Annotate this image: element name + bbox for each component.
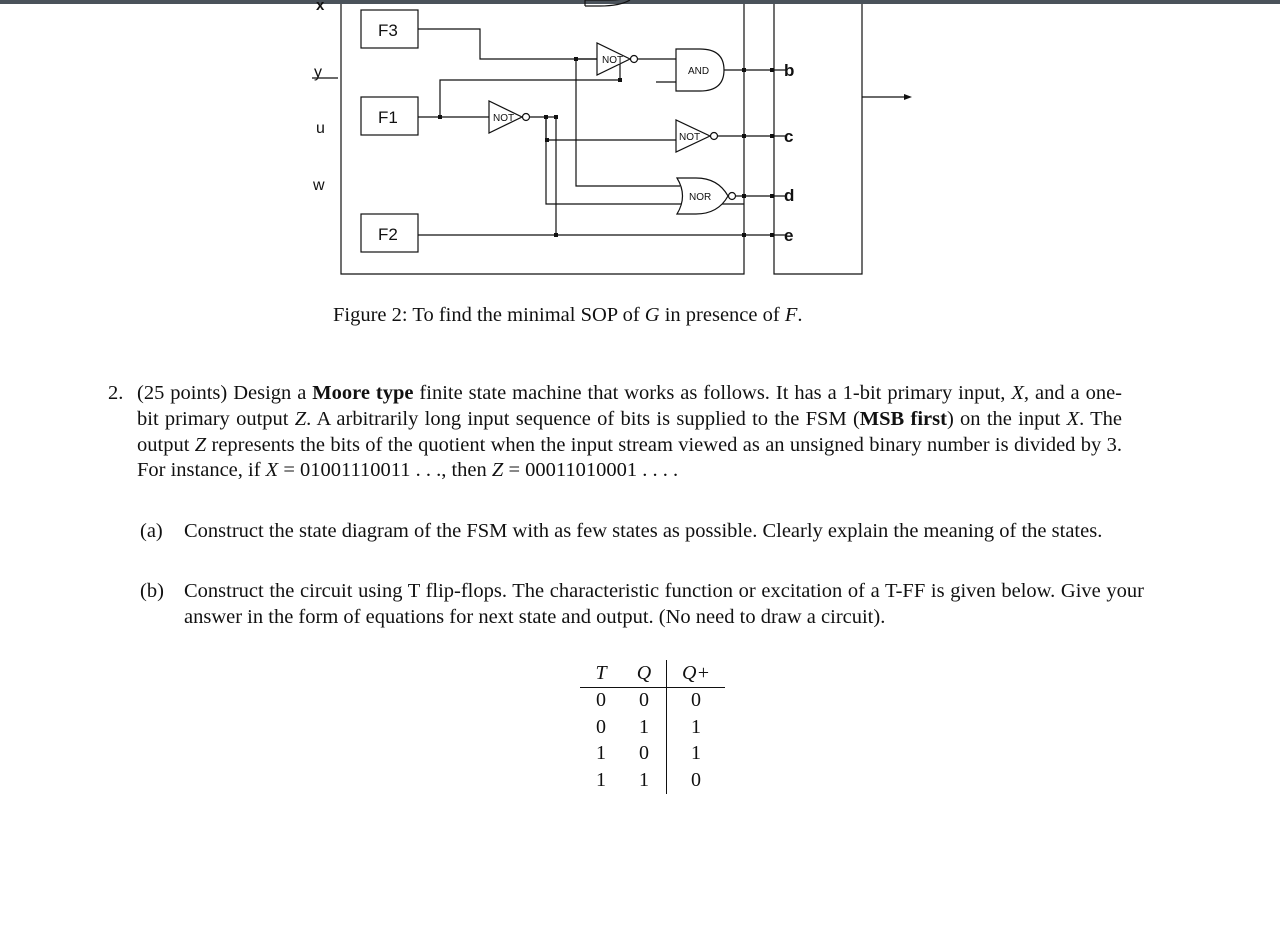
not-gate-2-label: NOT [602, 55, 624, 66]
question-text-7: represents the bits of the quotient when the input stream viewed as an unsigned binary number is divided by 3. For instance, if [137, 433, 1122, 482]
caption-var-g: G [644, 304, 660, 326]
output-label-d: d [784, 186, 795, 205]
question-text-9: = 00011010001 . . . . [508, 459, 679, 482]
caption-prefix: Figure 2: [333, 304, 408, 326]
header-q [622, 660, 667, 687]
cell-t: 0 [596, 689, 606, 712]
caption-text-middle: in presence of [664, 304, 780, 326]
part-a-label: (a) [140, 520, 163, 542]
cell-t: 1 [596, 768, 606, 791]
cell-t: 0 [596, 715, 606, 738]
header-q-text: Q [636, 661, 652, 684]
var-x-2: X [1066, 407, 1080, 430]
cell-q: 0 [639, 689, 649, 712]
block-label-F3: F3 [378, 21, 398, 40]
var-z: Z [294, 407, 307, 430]
moore-type-bold: Moore type [312, 382, 414, 404]
logic-circuit-figure [0, 0, 1280, 300]
cell-t: 1 [596, 742, 606, 765]
figure-caption [333, 304, 802, 327]
output-arrow-icon [904, 94, 912, 100]
block-label-F1: F1 [378, 108, 398, 127]
input-label-y: y [314, 64, 322, 81]
header-t [580, 660, 622, 687]
not-gate-3-label: NOT [679, 132, 701, 143]
and-gate-label: AND [688, 66, 710, 77]
var-x: X [1011, 382, 1024, 404]
table-row [580, 714, 725, 741]
cell-q: 1 [639, 715, 649, 738]
table-row [580, 767, 725, 794]
cell-qplus: 1 [667, 741, 726, 768]
var-z-3: Z [491, 459, 504, 482]
caption-var-f: F [784, 304, 798, 326]
caption-text-before: To find the minimal SOP of [412, 304, 640, 326]
cell-q: 1 [639, 768, 649, 791]
header-qplus [667, 660, 726, 687]
var-z-2: Z [194, 433, 207, 456]
cell-qplus: 1 [667, 714, 726, 741]
question-text-8: = 01001110011 . . ., then [283, 459, 487, 482]
part-b-label: (b) [140, 580, 164, 602]
question-number: 2. [108, 382, 124, 404]
header-qplus-text: Q+ [682, 661, 710, 684]
question-text-3: , and a one-bit primary output [137, 382, 1123, 430]
part-b-text: Construct the circuit using T flip-flops. The characteristic function or excitation of a T-FF is given below. Give your answer in the form of equations for next state and output. (No need to draw a circuit). [184, 580, 1144, 628]
cell-q: 0 [639, 742, 649, 765]
var-x-3: X [265, 459, 279, 482]
msb-first-bold: MSB first [859, 407, 947, 430]
question-text-4: . A arbitrarily long input sequence of bits is supplied to the FSM ( [306, 407, 860, 430]
table-row [580, 687, 725, 714]
output-label-b: b [784, 61, 795, 80]
input-label-u: u [316, 120, 325, 137]
input-label-x: x [316, 0, 325, 14]
question-2 [108, 381, 1122, 484]
question-body [137, 381, 1122, 484]
part-b [140, 579, 1144, 631]
question-points: (25 points) [137, 382, 228, 404]
cell-qplus: 0 [667, 687, 726, 714]
cell-qplus: 0 [667, 767, 726, 794]
block-label-F2: F2 [378, 225, 398, 244]
header-t-text: T [595, 661, 607, 684]
table-row [580, 741, 725, 768]
nor-gate-label: NOR [689, 192, 712, 203]
output-label-e: e [784, 226, 794, 245]
input-label-w: w [313, 177, 325, 194]
question-text-6: . The output [137, 407, 1122, 456]
part-a [140, 519, 1144, 545]
caption-end: . [797, 304, 803, 326]
table-header-row [580, 660, 725, 687]
question-text-1: Design a [233, 382, 307, 404]
output-label-c: c [784, 127, 794, 146]
question-text-5: ) on the input [946, 407, 1061, 430]
part-a-text: Construct the state diagram of the FSM with as few states as possible. Clearly explain the meaning of the states. [184, 520, 1103, 542]
question-text-2: finite state machine that works as follows. It has a 1-bit primary input, [419, 382, 1006, 404]
not-gate-1-label: NOT [493, 113, 515, 124]
tff-characteristic-table [580, 660, 725, 794]
